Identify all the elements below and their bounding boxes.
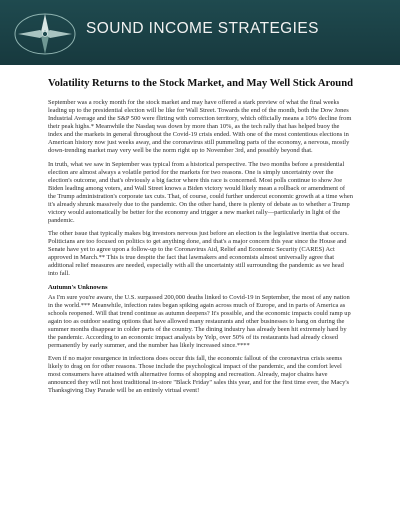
paragraph: In truth, what we saw in September was typical from a historical perspective. The two months before a presidential election are almost always a volatile period for the markets for two reasons. One is simply uncertainty over the election's outcome, and that's obviously a big factor where this race is concerned. Most polls continue to show Joe Biden leading among voters, and Wall Street knows a Biden victory would likely mean a rollback or amendment of the Trump administration's corporate tax cuts. That, of course, could further undercut economic growth at a time when it's already shrunk massively due to the pandemic. On the other hand, there is plenty of debate as to whether a Trump victory would automatically be better for the economy and trigger a new market rally—particularly in light of the pandemic. — [48, 160, 353, 224]
section-heading: Autumn's Unknowns — [48, 283, 108, 291]
paragraph: September was a rocky month for the stock market and may have offered a stark preview of what the final weeks leading up to the presidential election will be like for Wall Street. Towards the end of the month, both the Dow Jones Industrial Average and the S&P 500 were flirting with correction territory, which officially means a 10% decline from their peak highs.* Meanwhile the Nasdaq was down by more than 10%, as the tech rally that has helped buoy the index and the markets in general throughout the Covid-19 crisis ended. With one of the most contentious elections in American history now just weeks away, and the coronavirus still pummeling parts of the economy, a nervous, mostly down-trending market may very well be the norm right up to November 3rd, and possibly beyond that. — [48, 99, 352, 154]
compass-star-logo-icon — [10, 8, 80, 58]
article — [48, 72, 353, 401]
article-title: Volatility Returns to the Stock Market, and May Well Stick Around — [48, 78, 353, 89]
paragraph: Even if no major resurgence in infections does occur this fall, the economic fallout of the coronavirus crisis seems likely to drag on for other reasons. Those include the psychological impact of the pandemic, and the comfort level most consumers have attained with alternative forms of shopping and recreation. Already, major chains have announced they will not host traditional in-store "Black Friday" sales this year, and for the first time ever, the Macy's Thanksgiving Day Parade will be an entirely virtual event! — [48, 355, 350, 394]
paragraph: As I'm sure you're aware, the U.S. surpassed 200,000 deaths linked to Covid-19 in September, the most of any nation in the world.*** Meanwhile, infection rates began spiking again across much of Europe, and in parts of America as schools reopened. Will that trend continue as autumn deepens? It's possible, and the economic impacts could ramp up again too as outdoor seating options that have allowed many restaurants and other businesses to hang on during the summer months disappear in colder parts of the country. The dining industry has already been hit extremely hard by the pandemic. According to an economic impact analysis by Yelp, over 50% of its restaurants had already closed permanently by early summer, and the number has likely increased since.**** — [48, 293, 351, 349]
brand-name: SOUND INCOME STRATEGIES — [86, 20, 319, 37]
paragraph: The other issue that typically makes big investors nervous just before an election is the legislative inertia that occurs. Politicians are too focused on politics to get anything done, and that's a major concern this year since the House and Senate have yet to agree upon a follow-up to the Coronavirus Aid, Relief and Economic Security (CARES) Act approved in March.** This is true despite the fact that lawmakers and economists almost universally agree that additional relief measures are needed, especially with all the uncertainty still surrounding the pandemic as we head into fall. — [48, 230, 349, 277]
site-header — [0, 0, 400, 65]
